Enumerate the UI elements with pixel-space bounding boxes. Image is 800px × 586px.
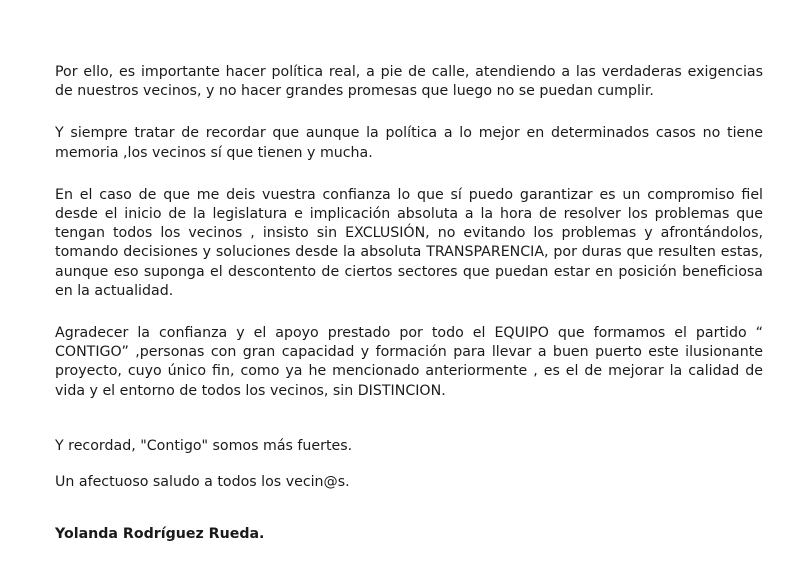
paragraph-compromiso: En el caso de que me deis vuestra confianza lo que sí puedo garantizar es un compromiso fiel desde el inicio de la legislatura e implicación absoluta a la hora de resolver los problemas que tengan todos los vecinos , insisto sin EXCLUSIÓN, no evitando los problemas y afrontándolos, tomando decisiones y soluciones desde la absoluta TRANSPARENCIA, por duras que resulten estas, aunque eso suponga el descontento de ciertos sectores que puedan estar en posición beneficiosa en la actualidad. — [55, 186, 763, 299]
paragraph-saludo: Un afectuoso saludo a todos los vecin@s. — [55, 474, 350, 491]
paragraph-memoria: Y siempre tratar de recordar que aunque la política a lo mejor en determinados casos no tiene memoria ,los vecinos sí que tienen y mucha. — [55, 125, 763, 161]
paragraph-contigo-mas-fuertes: Y recordad, "Contigo" somos más fuertes. — [55, 437, 353, 454]
signature-name: Yolanda Rodríguez Rueda. — [55, 526, 265, 543]
letter-body — [55, 63, 763, 544]
paragraph-politica-real: Por ello, es importante hacer política real, a pie de calle, atendiendo a las verdaderas exigencias de nuestros vecinos, y no hacer grandes promesas que luego no se puedan cumplir. — [55, 64, 763, 100]
paragraph-agradecimiento: Agradecer la confianza y el apoyo prestado por todo el EQUIPO que formamos el partido “ CONTIGO” ,personas con gran capacidad y formación para llevar a buen puerto este ilusionante proyecto, cuyo único fin, como ya he mencionado anteriormente , es el de mejorar la calidad de vida y el entorno de todos los vecinos, sin DISTINCION. — [55, 325, 763, 399]
